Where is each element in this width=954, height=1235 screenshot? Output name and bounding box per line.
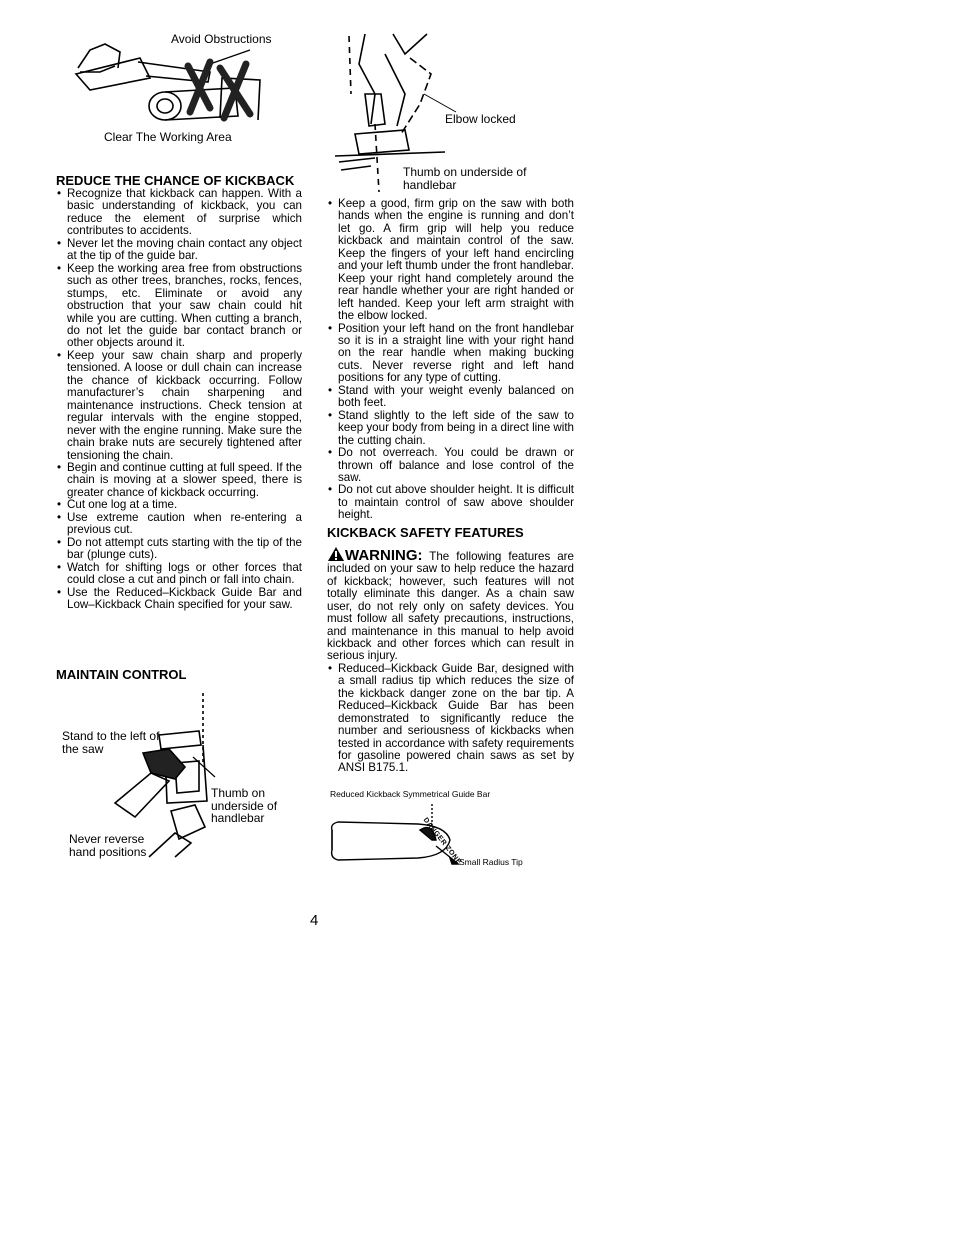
obstructions-caption-top: Avoid Obstructions: [171, 32, 272, 46]
hands-thumb-label: Thumb on underside of handlebar: [211, 786, 278, 825]
guide-bar-title: Reduced Kickback Symmetrical Guide Bar: [330, 789, 491, 799]
list-item: • Do not overreach. You could be drawn or thrown off balance and lose control of the saw.: [327, 447, 574, 484]
list-item: • Stand slightly to the left side of the saw to keep your body from being in a direct line with the cutting chain.: [327, 410, 574, 447]
list-item: • Do not attempt cuts starting with the tip of the bar (plunge cuts).: [56, 537, 302, 562]
warning-text: The following features are included on your saw to help reduce the hazard of kickback; however, such features will not totally eliminate this danger. As a chain saw user, do not rely only on safety devices. You must follow all safety precautions, instructions, and maintenance in this manual to help avoid kickback and other forces which can result in serious injury.: [327, 549, 574, 663]
never-reverse-label: Never reverse hand positions: [69, 832, 147, 859]
danger-zone-label: DANGER ZONE: [421, 816, 463, 867]
reduce-kickback-list: [56, 188, 302, 611]
list-item: • Position your left hand on the front handlebar so it is in a straight line with your right hand on the rear handle when making bucking cuts. Never reverse right and left hand positions for any type of cutting.: [327, 323, 574, 385]
right-column: [327, 198, 574, 775]
stand-left-label: Stand to the left of the saw: [62, 729, 160, 756]
list-item: • Reduced–Kickback Guide Bar, designed with a small radius tip which reduces the size of the kickback danger zone on the bar tip. A Reduced–Kickback Guide Bar has been demonstrated to significantly reduce the number and seriousness of kickbacks when tested in accordance with safety requirements for gasoline powered chain saws as set by ANSI B175.1.: [327, 663, 574, 775]
warning-paragraph: [327, 546, 574, 663]
list-item: • Use the Reduced–Kickback Guide Bar and Low–Kickback Chain specified for your saw.: [56, 587, 302, 612]
small-radius-tip-label: Small Radius Tip: [459, 857, 523, 867]
stance-thumb-label: Thumb on underside of handlebar: [403, 165, 527, 192]
list-item: • Cut one log at a time.: [56, 499, 302, 511]
guide-bar-illustration: [328, 800, 538, 880]
list-item: • Keep a good, firm grip on the saw with both hands when the engine is running and don’t let go. A firm grip will help you reduce kickback and maintain control of the saw. Keep the fingers of your left hand encircling and your left thumb under the front handlebar. Keep your right hand completely around the rear handle whether your are right handed or left handed. Keep your left arm straight with the elbow locked.: [327, 198, 574, 323]
page-number: 4: [310, 912, 319, 929]
list-item: • Keep the working area free from obstructions such as other trees, branches, rocks, fences, stumps, etc. Eliminate or avoid any obstruction that your saw chain could hit while you are cutting. When cutting a branch, do not let the guide bar contact branch or other objects around it.: [56, 263, 302, 350]
list-item: • Keep your saw chain sharp and properly tensioned. A loose or dull chain can increase the chance of kickback occurring. Follow manufacturer’s chain sharpening and maintenance instructions. Check tension at regular intervals with the engine stopped, never with the engine running. Make sure the chain brake nuts are securely tightened after tensioning the chain.: [56, 350, 302, 462]
maintain-control-heading: MAINTAIN CONTROL: [56, 667, 187, 682]
list-item: • Do not cut above shoulder height. It is difficult to maintain control of saw above shoulder height.: [327, 484, 574, 521]
warning-triangle-icon: [327, 546, 345, 562]
elbow-label: Elbow locked: [445, 112, 516, 126]
list-item: • Begin and continue cutting at full speed. If the chain is moving at a slower speed, there is greater chance of kickback occurring.: [56, 462, 302, 499]
list-item: • Stand with your weight evenly balanced on both feet.: [327, 385, 574, 410]
grip-list: [327, 198, 574, 522]
features-list: [327, 663, 574, 775]
warning-label: WARNING:: [345, 546, 423, 564]
list-item: • Use extreme caution when re-entering a previous cut.: [56, 512, 302, 537]
reduce-kickback-heading: REDUCE THE CHANCE OF KICKBACK: [56, 173, 295, 188]
list-item: • Watch for shifting logs or other forces that could close a cut and pinch or fall into chain.: [56, 562, 302, 587]
left-column: [56, 174, 302, 611]
obstructions-caption-bottom: Clear The Working Area: [104, 130, 232, 144]
list-item: • Never let the moving chain contact any object at the tip of the guide bar.: [56, 238, 302, 263]
obstructions-illustration: [70, 38, 270, 128]
list-item: • Recognize that kickback can happen. With a basic understanding of kickback, you can reduce the element of surprise which contributes to accidents.: [56, 188, 302, 238]
kickback-features-heading: KICKBACK SAFETY FEATURES: [327, 524, 524, 540]
